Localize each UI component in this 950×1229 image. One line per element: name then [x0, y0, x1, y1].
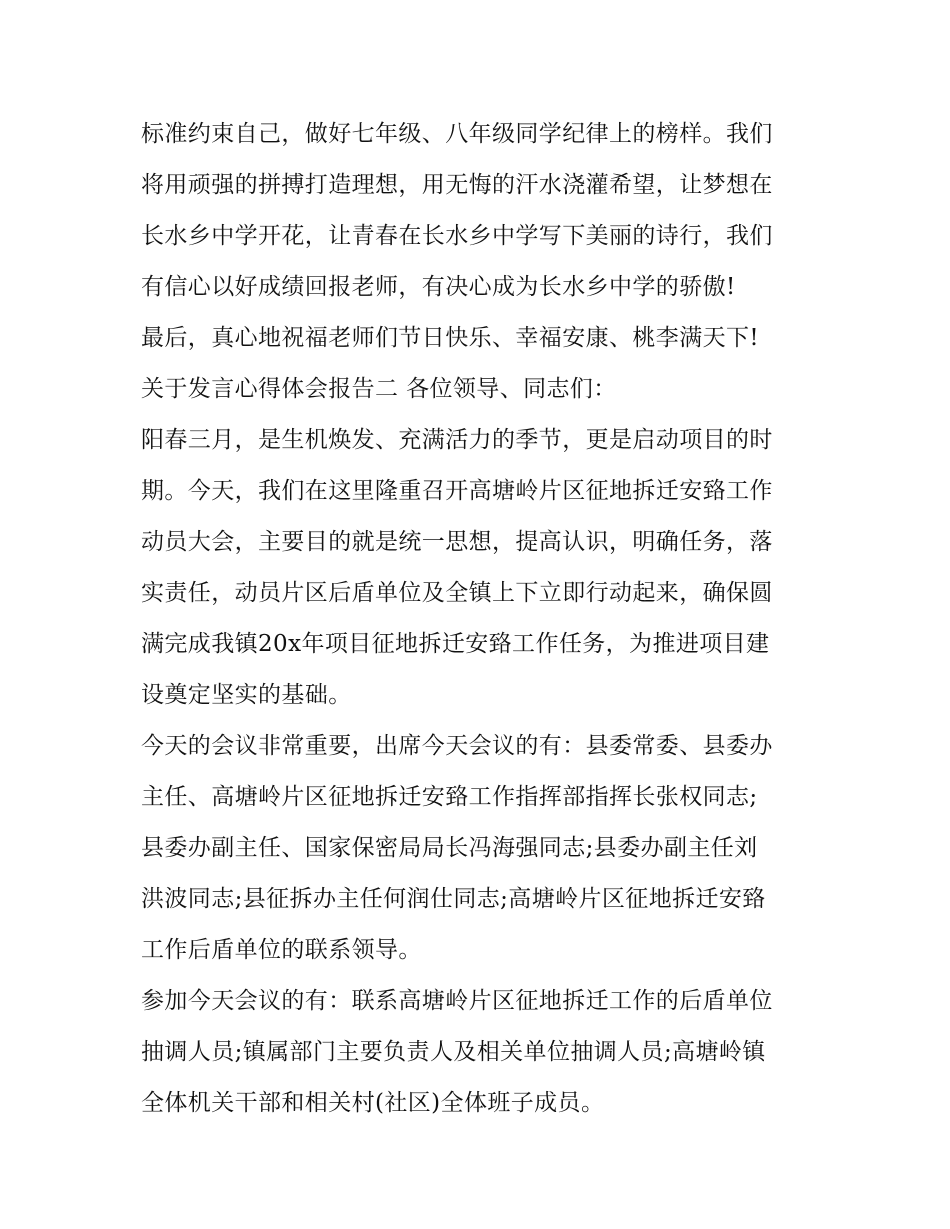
text-line: 长水乡中学开花，让青春在长水乡中学写下美丽的诗行，我们	[141, 223, 773, 249]
text-line: 设奠定坚实的基础。	[141, 682, 352, 708]
text-line: 满完成我镇20x年项目征地拆迁安臵工作任务，为推进项目建	[141, 631, 770, 657]
text-line: 洪波同志;县征拆办主任何润仕同志;高塘岭片区征地拆迁安臵	[141, 886, 766, 912]
text-line: 阳春三月，是生机焕发、充满活力的季节，更是启动项目的时	[141, 427, 773, 453]
text-line: 工作后盾单位的联系领导。	[141, 937, 422, 963]
text-line: 全体机关干部和相关村(社区)全体班子成员。	[141, 1090, 605, 1116]
text-line: 将用顽强的拼搏打造理想，用无悔的汗水浇灌希望，让梦想在	[141, 172, 773, 198]
text-line: 最后，真心地祝福老师们节日快乐、幸福安康、桃李满天下!	[141, 325, 760, 351]
text-line: 抽调人员;镇属部门主要负责人及相关单位抽调人员;高塘岭镇	[141, 1039, 766, 1065]
text-line: 参加今天会议的有：联系高塘岭片区征地拆迁工作的后盾单位	[141, 988, 773, 1014]
text-line: 主任、高塘岭片区征地拆迁安臵工作指挥部指挥长张权同志;	[141, 784, 758, 810]
text-line: 标准约束自己，做好七年级、八年级同学纪律上的榜样。我们	[141, 121, 773, 147]
text-line: 期。今天，我们在这里隆重召开高塘岭片区征地拆迁安臵工作	[141, 478, 773, 504]
text-line: 今天的会议非常重要，出席今天会议的有：县委常委、县委办	[141, 733, 773, 759]
document-body	[141, 109, 821, 1129]
text-line: 实责任，动员片区后盾单位及全镇上下立即行动起来，确保圆	[141, 580, 773, 606]
text-line: 动员大会，主要目的就是统一思想，提高认识，明确任务，落	[141, 529, 773, 555]
section-heading: 关于发言心得体会报告二 各位领导、同志们：	[141, 376, 617, 402]
text-line: 县委办副主任、国家保密局局长冯海强同志;县委办副主任刘	[141, 835, 758, 861]
text-line: 有信心以好成绩回报老师，有决心成为长水乡中学的骄傲!	[141, 274, 736, 300]
